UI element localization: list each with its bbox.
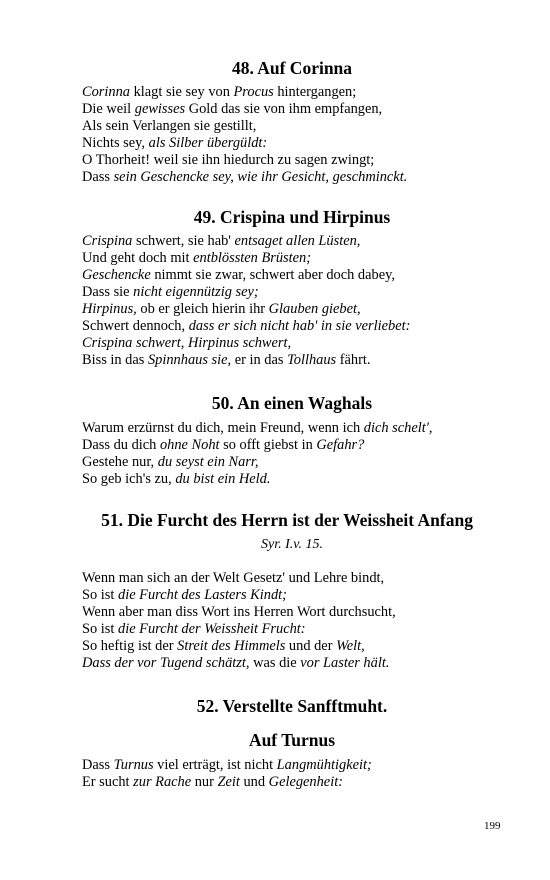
italic-text: Welt,: [336, 638, 365, 654]
verse-line: [82, 318, 522, 335]
verse-line: [82, 152, 522, 169]
verse-line: [82, 757, 522, 774]
italic-text: dass er sich nicht hab' in sie verliebet:: [188, 318, 411, 334]
verse-line: [82, 454, 522, 471]
poem-title: 49. Crispina und Hirpinus: [193, 207, 391, 227]
italic-text: vor Laster hält.: [300, 655, 390, 671]
verse-text: So ist: [82, 621, 118, 637]
verse-text: was die: [249, 655, 301, 671]
verse-text: Warum erzürnst du dich, mein Freund, wenn ich: [82, 420, 364, 436]
verse-text: Gold das sie von ihm empfangen,: [185, 101, 383, 117]
verse-line: [82, 638, 522, 655]
italic-text: gewisses: [134, 101, 186, 117]
verse-text: und: [239, 774, 269, 790]
verse-line: [82, 335, 522, 352]
poem-verse: [82, 757, 522, 791]
italic-text: Crispina schwert, Hirpinus schwert,: [82, 335, 292, 351]
verse-line: [82, 284, 522, 301]
poem-subtitle: Auf Turnus: [248, 730, 336, 750]
verse-line: [82, 169, 522, 186]
italic-text: du bist ein Held.: [175, 471, 271, 487]
italic-text: Spinnhaus sie,: [147, 352, 232, 368]
poem-title: 48. Auf Corinna: [231, 58, 353, 78]
italic-text: als Silber übergüldt:: [148, 135, 268, 151]
italic-text: Gelegenheit:: [268, 774, 343, 790]
italic-text: Hirpinus,: [82, 301, 137, 317]
verse-text: Gestehe nur,: [82, 454, 158, 470]
verse-text: O Thorheit! weil sie ihn hiedurch zu sagen zwingt;: [82, 152, 375, 168]
italic-text: ohne Noht: [159, 437, 220, 453]
italic-text: dich schelt',: [363, 420, 433, 436]
verse-text: Dass du dich: [82, 437, 160, 453]
verse-text: er in das: [231, 352, 288, 368]
page-number: 199: [484, 820, 501, 832]
verse-line: [82, 84, 522, 101]
poem-verse: [82, 84, 522, 186]
italic-text: sein Geschencke sey, wie ihr Gesicht, geschminckt.: [113, 169, 408, 185]
italic-text: entsaget allen Lüsten,: [234, 233, 361, 249]
poem-title: 51. Die Furcht des Herrn ist der Weissheit Anfang: [101, 510, 473, 530]
verse-text: So geb ich's zu,: [82, 471, 176, 487]
verse-line: [82, 267, 522, 284]
verse-line: [82, 250, 522, 267]
italic-text: Procus: [233, 84, 274, 100]
verse-line: [82, 774, 522, 791]
italic-text: Dass der vor Tugend schätzt,: [82, 655, 250, 671]
italic-text: die Furcht des Lasters Kindt;: [118, 587, 287, 603]
verse-line: [82, 570, 522, 587]
poem-title: 52. Verstellte Sanfftmuht.: [196, 696, 388, 716]
verse-line: [82, 471, 522, 488]
italic-text: Glauben giebet,: [268, 301, 361, 317]
verse-line: [82, 301, 522, 318]
italic-text: nicht eigennützig sey;: [133, 284, 259, 300]
italic-text: Tollhaus: [287, 352, 337, 368]
italic-text: Langmühtigkeit;: [276, 757, 372, 773]
verse-line: [82, 621, 522, 638]
verse-text: ob er gleich hierin ihr: [136, 301, 269, 317]
italic-text: die Furcht der Weissheit Frucht:: [118, 621, 306, 637]
verse-text: Schwert dennoch,: [82, 318, 189, 334]
poem-subtitle: Syr. I.v. 15.: [261, 537, 323, 552]
verse-text: Und geht doch mit: [82, 250, 194, 266]
italic-text: zur Rache: [133, 774, 192, 790]
verse-text: schwert, sie hab': [132, 233, 235, 249]
verse-text: klagt sie sey von: [129, 84, 234, 100]
poem-verse: [82, 233, 522, 369]
verse-line: [82, 118, 522, 135]
verse-line: [82, 587, 522, 604]
verse-text: Biss in das: [82, 352, 148, 368]
verse-text: So ist: [82, 587, 118, 603]
verse-line: [82, 352, 522, 369]
italic-text: Crispina: [82, 233, 133, 249]
italic-text: Geschencke: [82, 267, 151, 283]
verse-line: [82, 604, 522, 621]
italic-text: du seyst ein Narr,: [157, 454, 259, 470]
verse-line: [82, 135, 522, 152]
verse-text: und der: [285, 638, 337, 654]
verse-text: Nichts sey,: [82, 135, 149, 151]
verse-text: viel erträgt, ist nicht: [153, 757, 277, 773]
verse-line: [82, 101, 522, 118]
verse-text: Dass: [82, 757, 114, 773]
verse-line: [82, 655, 522, 672]
verse-text: Die weil: [82, 101, 135, 117]
verse-text: Dass: [82, 169, 114, 185]
verse-text: Wenn aber man diss Wort ins Herren Wort durchsucht,: [82, 604, 396, 620]
italic-text: Gefahr?: [316, 437, 365, 453]
italic-text: Turnus: [113, 757, 154, 773]
verse-text: Als sein Verlangen sie gestillt,: [82, 118, 257, 134]
verse-text: So heftig ist der: [82, 638, 178, 654]
verse-text: hintergangen;: [273, 84, 357, 100]
poem-title: 50. An einen Waghals: [211, 393, 373, 413]
verse-line: [82, 420, 522, 437]
poem-verse: [82, 570, 522, 672]
verse-line: [82, 437, 522, 454]
verse-line: [82, 233, 522, 250]
italic-text: Streit des Himmels: [177, 638, 286, 654]
verse-text: nimmt sie zwar, schwert aber doch dabey,: [150, 267, 395, 283]
poem-verse: [82, 420, 522, 488]
italic-text: Corinna: [82, 84, 130, 100]
verse-text: so offt giebst in: [219, 437, 317, 453]
verse-text: nur: [191, 774, 218, 790]
italic-text: Zeit: [217, 774, 240, 790]
verse-text: Dass sie: [82, 284, 134, 300]
verse-text: fährt.: [336, 352, 371, 368]
italic-text: entblössten Brüsten;: [193, 250, 312, 266]
verse-text: Er sucht: [82, 774, 134, 790]
verse-text: Wenn man sich an der Welt Gesetz' und Lehre bindt,: [82, 570, 385, 586]
